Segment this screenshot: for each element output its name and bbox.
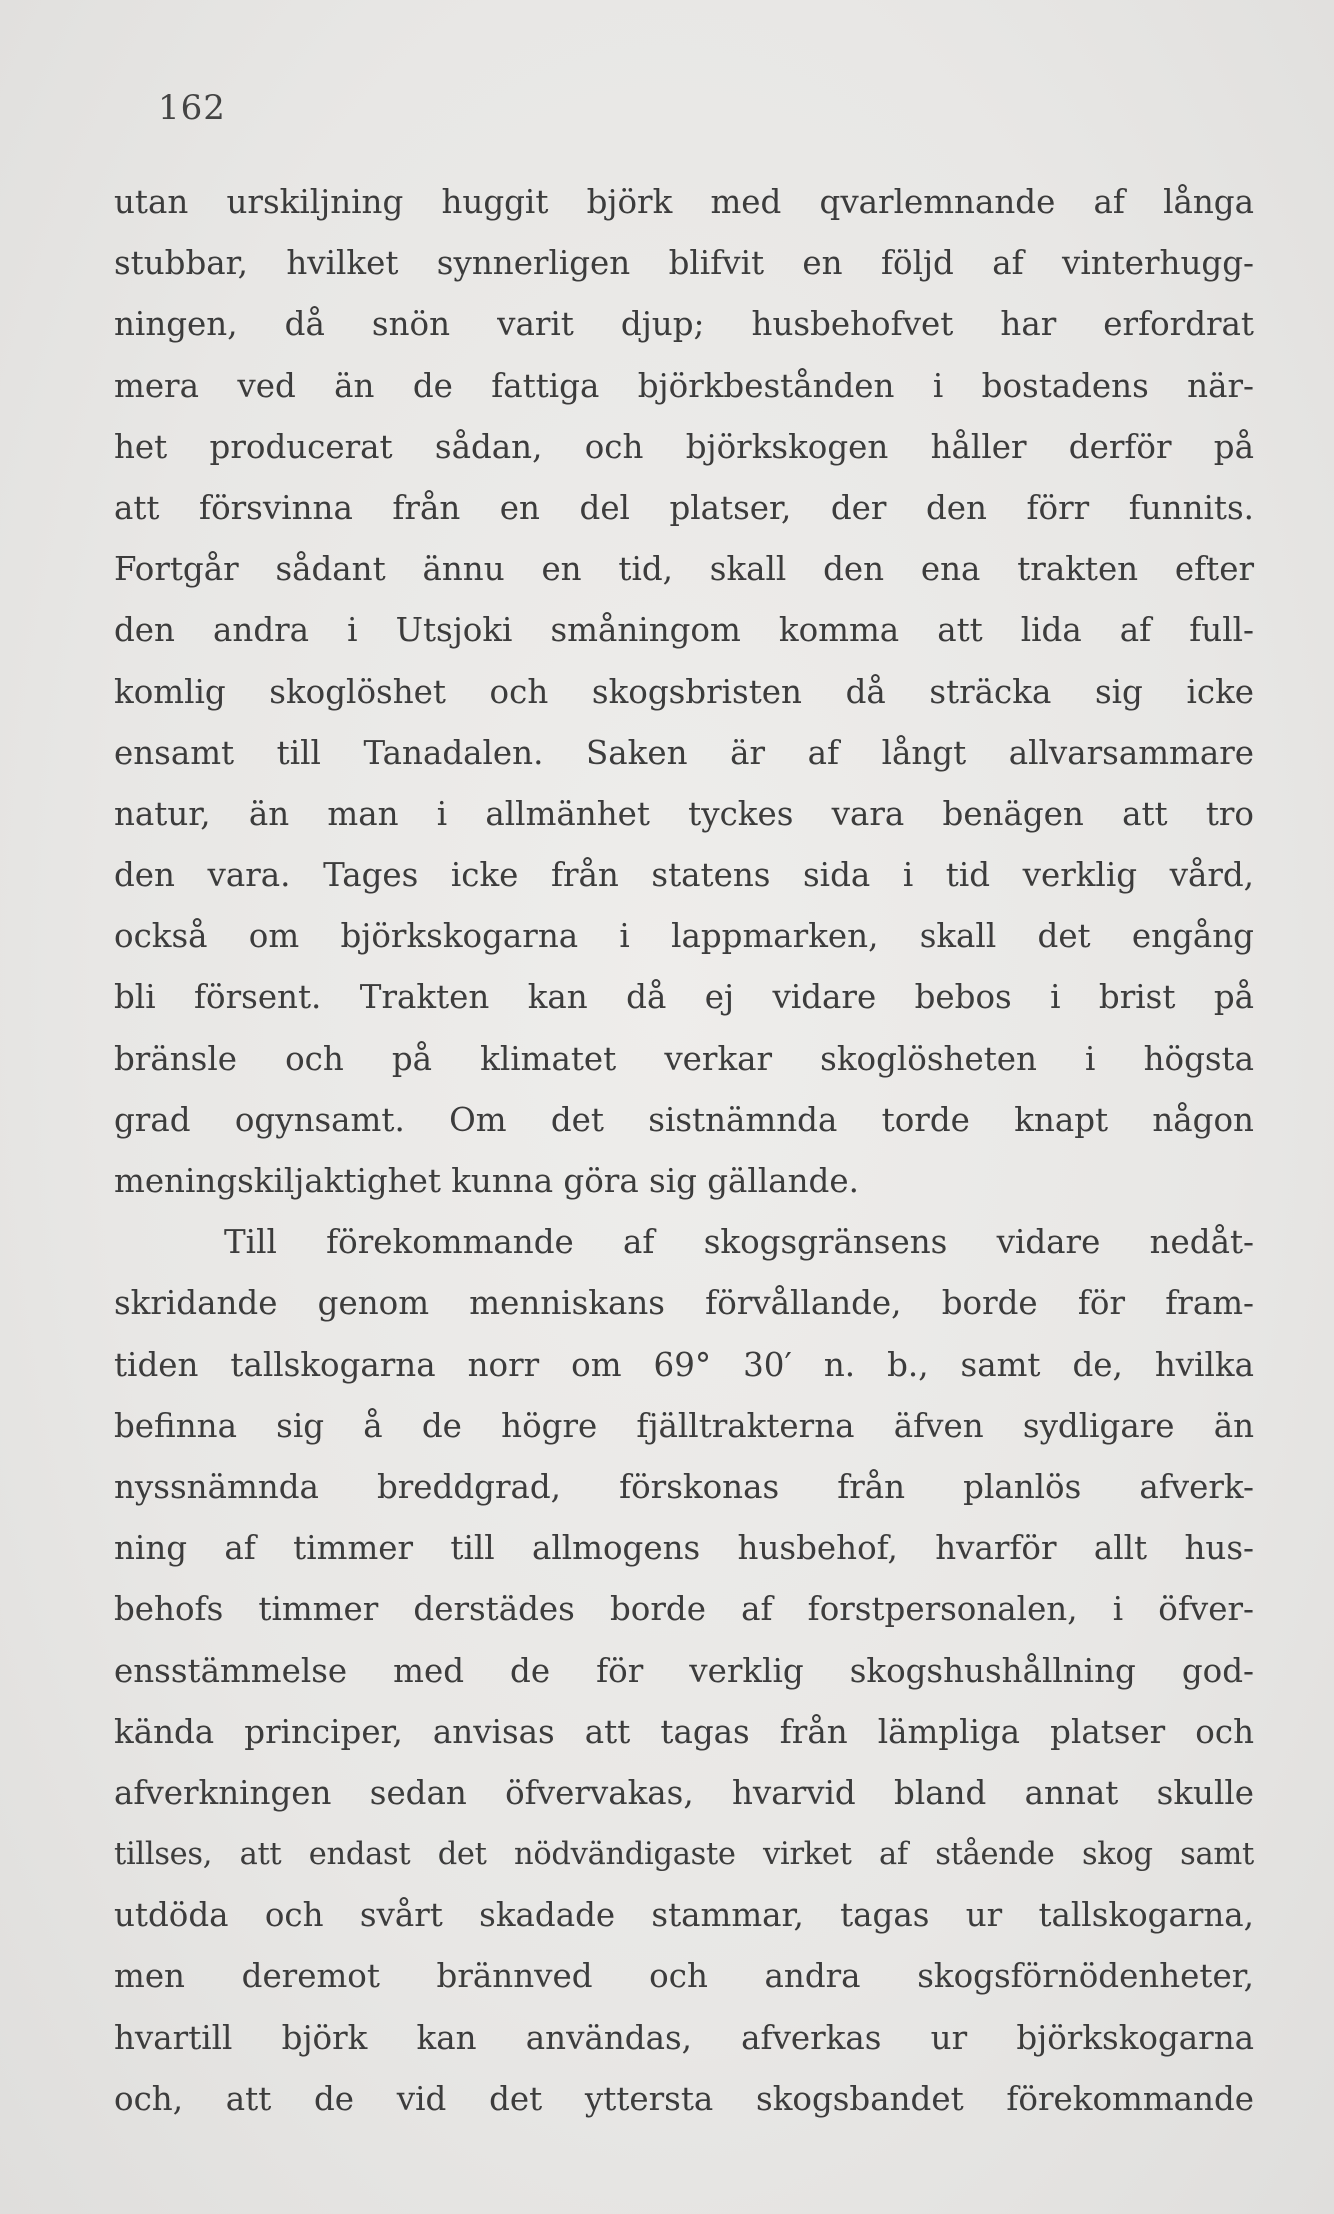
text-line: den andra i Utsjoki småningom komma att lida af full- [114, 611, 1254, 650]
text-line: bli försent. Trakten kan då ej vidare bebos i brist på [114, 978, 1254, 1017]
text-line: tillses, att endast det nödvändigaste virket af stående skog samt [114, 1837, 1254, 1873]
text-line: Fortgår sådant ännu en tid, skall den ena trakten efter [114, 550, 1254, 589]
text-line: meningskiljaktighet kunna göra sig gällande. [114, 1162, 859, 1200]
text-line: den vara. Tages icke från statens sida i tid verklig vård, [114, 856, 1254, 895]
text-line: tiden tallskogarna norr om 69° 30′ n. b., samt de, hvilka [114, 1345, 1254, 1384]
text-line: grad ogynsamt. Om det sistnämnda torde knapt någon [114, 1100, 1254, 1139]
text-line: kända principer, anvisas att tagas från lämpliga platser och [114, 1712, 1254, 1751]
text-line: hvartill björk kan användas, afverkas ur björkskogarna [114, 2018, 1254, 2057]
text-line: och, att de vid det yttersta skogsbandet förekommande [114, 2079, 1254, 2118]
text-line: ensstämmelse med de för verklig skogshushållning god- [114, 1651, 1254, 1690]
text-line: komlig skoglöshet och skogsbristen då sträcka sig icke [114, 672, 1254, 711]
text-line: att försvinna från en del platser, der den förr funnits. [114, 488, 1254, 527]
paragraph-start-line: Till förekommande af skogsgränsens vidare nedåt- [224, 1223, 1254, 1262]
text-line: behofs timmer derstädes borde af forstpersonalen, i öfver- [114, 1590, 1254, 1629]
text-line: natur, än man i allmänhet tyckes vara benägen att tro [114, 794, 1254, 833]
text-line: het producerat sådan, och björkskogen håller derför på [114, 427, 1254, 466]
text-line: befinna sig å de högre fjälltrakterna äfven sydligare än [114, 1406, 1254, 1445]
text-line: utan urskiljning huggit björk med qvarlemnande af långa [114, 183, 1254, 221]
text-line: skridande genom menniskans förvållande, borde för fram- [114, 1284, 1254, 1323]
text-line: utdöda och svårt skadade stammar, tagas ur tallskogarna, [114, 1896, 1254, 1935]
text-line: bränsle och på klimatet verkar skoglösheten i högsta [114, 1039, 1254, 1078]
page-number: 162 [158, 88, 226, 128]
text-line: ningen, då snön varit djup; husbehofvet har erfordrat [114, 305, 1254, 344]
text-line: ensamt till Tanadalen. Saken är af långt allvarsammare [114, 733, 1254, 772]
text-line: också om björkskogarna i lappmarken, skall det engång [114, 917, 1254, 956]
text-line: stubbar, hvilket synnerligen blifvit en följd af vinterhugg- [114, 244, 1254, 283]
text-line: men deremot brännved och andra skogsförnödenheter, [114, 1957, 1254, 1996]
text-line: nyssnämnda breddgrad, förskonas från planlös afverk- [114, 1467, 1254, 1506]
text-line: ning af timmer till allmogens husbehof, hvarför allt hus- [114, 1529, 1254, 1568]
text-line: mera ved än de fattiga björkbestånden i bostadens när- [114, 366, 1254, 405]
text-line: afverkningen sedan öfvervakas, hvarvid bland annat skulle [114, 1773, 1254, 1812]
body-text [114, 172, 1254, 2130]
